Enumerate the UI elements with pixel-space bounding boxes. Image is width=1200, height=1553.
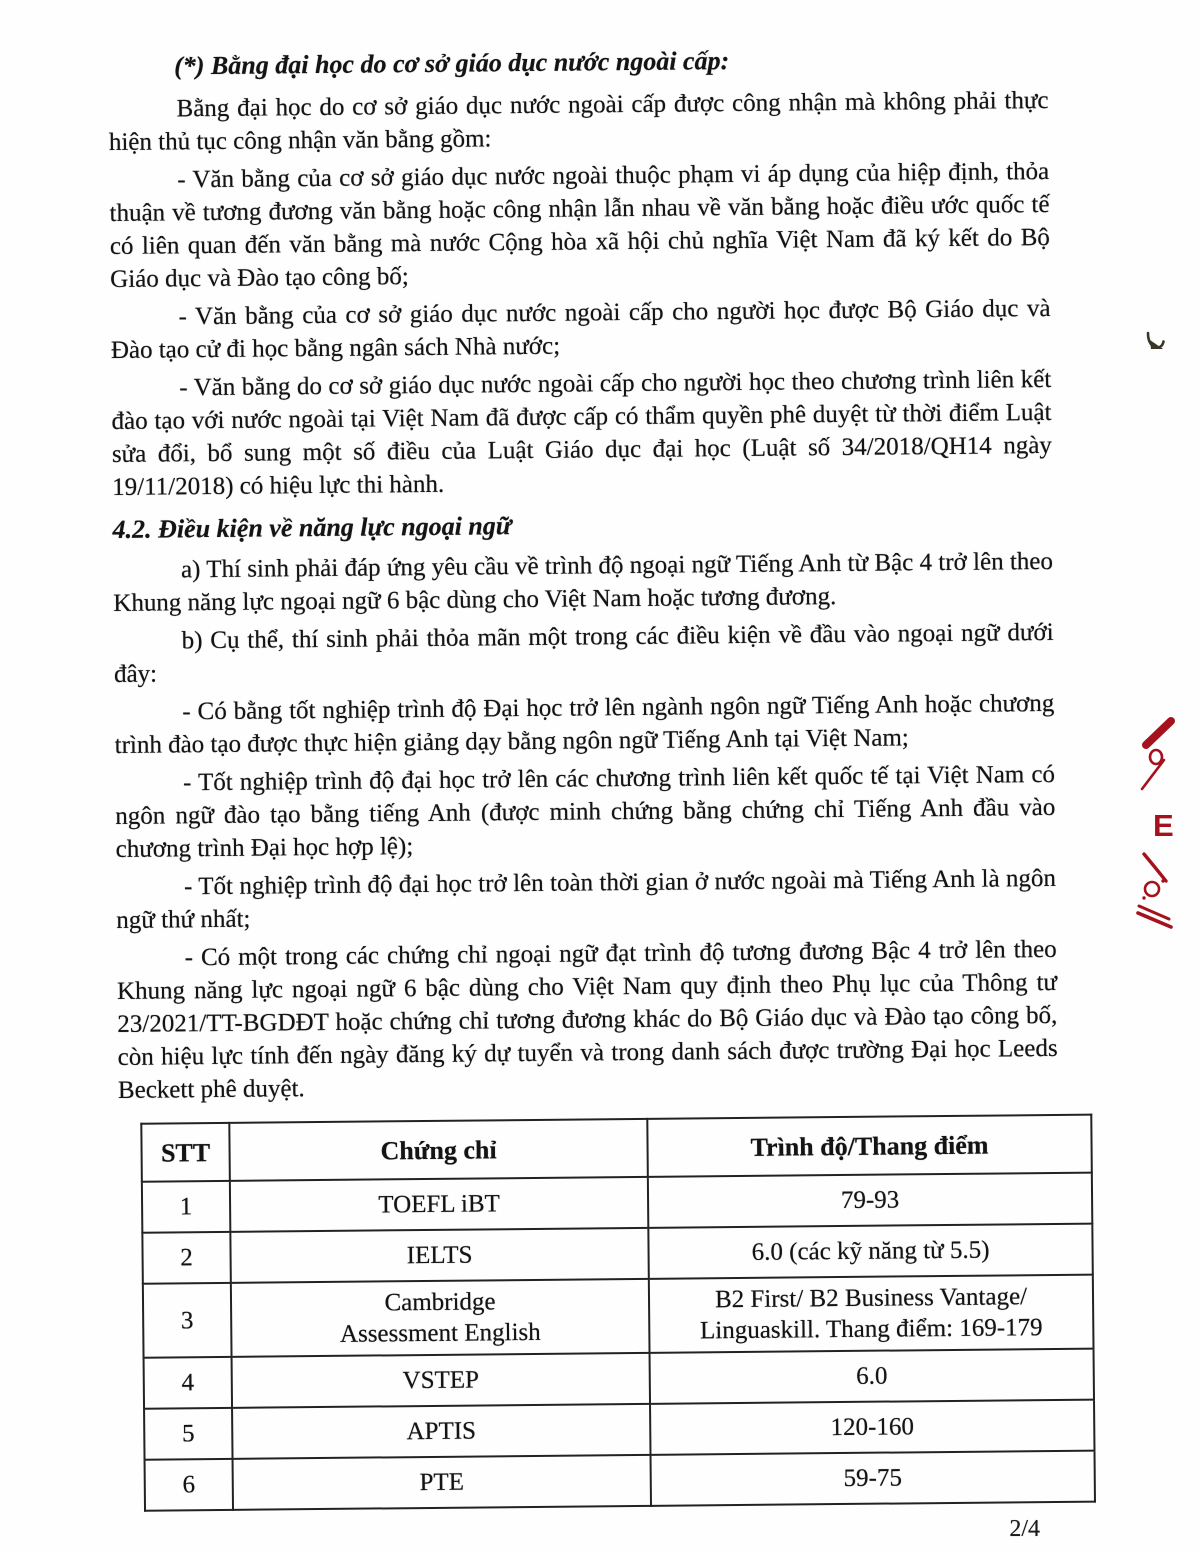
table-header-row [141,1115,1092,1182]
cell-score: 6.0 [650,1349,1094,1404]
cell-certificate: IELTS [230,1228,648,1283]
section-heading-4-2: 4.2. Điều kiện về năng lực ngoại ngữ [112,511,512,544]
cell-stt: 4 [144,1357,232,1409]
cell-score: 79-93 [648,1173,1092,1228]
table-row [144,1349,1094,1409]
cell-score: 6.0 (các kỹ năng từ 5.5) [648,1224,1092,1279]
table-header-certificate: Chứng chỉ [229,1119,648,1181]
cell-certificate: TOEFL iBT [230,1177,648,1232]
cell-stt: 5 [144,1408,232,1460]
cell-stt: 2 [142,1232,230,1284]
table-row [145,1451,1095,1511]
red-pen-paraph-top [1142,721,1171,789]
page-content [108,41,1078,1512]
subsection-heading-foreign-degree: (*) Bằng đại học do cơ sở giáo dục nước ngoài cấp: [174,46,730,81]
cell-score: B2 First/ B2 Business Vantage/ Linguaskill. Thang điểm: 169-179 [649,1275,1094,1353]
red-letter-e-mark: E [1153,808,1174,843]
paragraph-item-b: b) Cụ thể, thí sinh phải thỏa mãn một trong các điều kiện về đầu vào ngoại ngữ dưới đây: [113,618,1054,688]
table-header-stt: STT [141,1123,230,1182]
cell-score: 59-75 [651,1451,1095,1506]
cell-certificate: APTIS [232,1404,650,1459]
paragraph-bullet-state-budget: - Văn bằng của cơ sở giáo dục nước ngoài cấp cho người học được Bộ Giáo dục và Đào tạo cử đi học bằng ngân sách Nhà nước; [110,294,1051,364]
cell-stt: 6 [145,1459,233,1511]
cell-certificate: VSTEP [232,1353,650,1408]
cell-score: 120-160 [650,1400,1094,1455]
cell-stt: 3 [143,1283,232,1358]
paragraph-bullet-treaty: - Văn bằng của cơ sở giáo dục nước ngoài thuộc phạm vi áp dụng của hiệp định, thỏa thuận về tương đương văn bằng hoặc công nhận lẫn nhau về văn bằng hoặc điều ước quốc tế có liên quan đến văn bằng mà nước Cộng hòa xã hội chủ nghĩa Việt Nam đã ký kết do Bộ Giáo dục và Đào tạo công bố; [109,157,1050,293]
cell-stt: 1 [142,1181,230,1233]
certificate-score-table [140,1114,1096,1512]
paragraph-bullet-abroad: - Tốt nghiệp trình độ đại học trở lên toàn thời gian ở nước ngoài mà Tiếng Anh là ngôn ngữ thứ nhất; [116,864,1057,934]
paragraph-intro: Bằng đại học do cơ sở giáo dục nước ngoài cấp được công nhận mà không phải thực hiện thủ tục công nhận văn bằng gồm: [108,86,1049,156]
table-row [144,1400,1094,1460]
ink-squiggle-mark [1148,333,1164,349]
paragraph-bullet-english-degree: - Có bằng tốt nghiệp trình độ Đại học trở lên ngành ngôn ngữ Tiếng Anh hoặc chương trình đào tạo được thực hiện giảng dạy bằng ngôn ngữ Tiếng Anh tại Việt Nam; [114,689,1055,759]
table-row [143,1275,1094,1358]
paragraph-bullet-certificates: - Có một trong các chứng chỉ ngoại ngữ đạt trình độ tương đương Bậc 4 trở lên theo Khung năng lực ngoại ngữ 6 bậc dùng cho Việt Nam quy định theo Phụ lục của Thông tư 23/2021/TT-BGDĐT hoặc chứng chỉ tương đương khác do Bộ Giáo dục và Đào tạo công bố, còn hiệu lực tính đến ngày đăng ký dự tuyển và trong danh sách được trường Đại học Leeds Beckett phê duyệt. [116,935,1058,1104]
paragraph-bullet-international-program: - Tốt nghiệp trình độ đại học trở lên các chương trình liên kết quốc tế tại Việt Nam có ngôn ngữ đào tạo bằng tiếng Anh (được minh chứng bằng chứng chỉ Tiếng Anh đầu vào chương trình Đại học hợp lệ); [115,760,1056,863]
paragraph-bullet-joint-program: - Văn bằng do cơ sở giáo dục nước ngoài cấp cho người học theo chương trình liên kết đào tạo với nước ngoài tại Việt Nam đã được cấp có thẩm quyền phê duyệt từ thời điểm Luật sửa đổi, bổ sung một số điều của Luật Giáo dục đại học (Luật số 34/2018/QH14 ngày 19/11/2018) có hiệu lực thi hành. [111,365,1052,501]
table-row [142,1173,1092,1233]
table-row [142,1224,1092,1284]
cell-certificate: PTE [233,1455,651,1510]
page-number: 2/4 [1009,1516,1040,1542]
cell-certificate: Cambridge Assessment English [231,1279,650,1357]
red-pen-paraph-bottom [1138,854,1171,927]
table-header-level-scale: Trình độ/Thang điểm [647,1115,1092,1177]
paragraph-item-a: a) Thí sinh phải đáp ứng yêu cầu về trình độ ngoại ngữ Tiếng Anh từ Bậc 4 trở lên theo Khung năng lực ngoại ngữ 6 bậc dùng cho Việt Nam hoặc tương đương. [113,547,1054,617]
